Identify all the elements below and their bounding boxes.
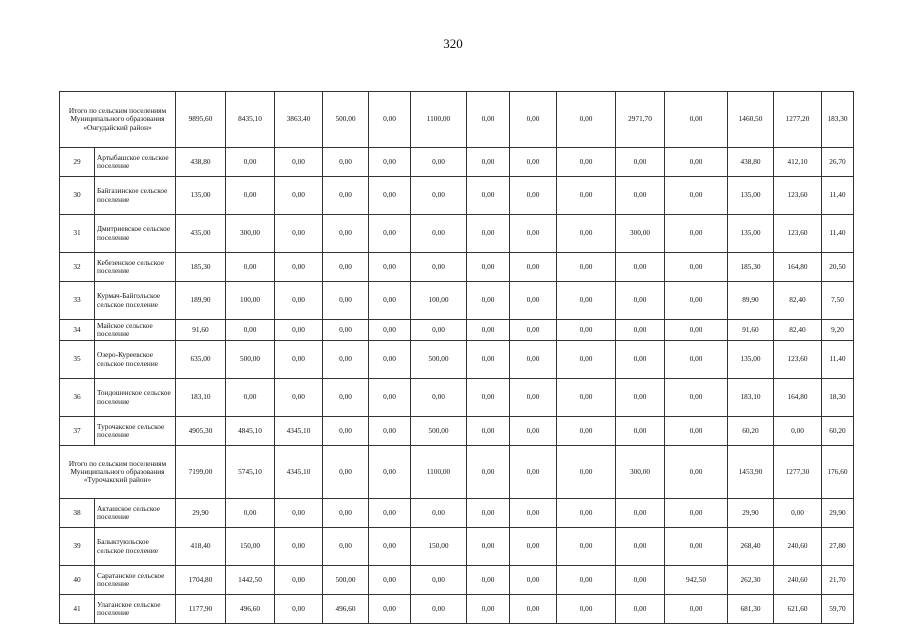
value-cell: 621,60 — [774, 595, 822, 624]
settlement-name: Озеро-Куреевское сельское поселение — [95, 341, 176, 379]
value-cell: 0,00 — [275, 341, 323, 379]
value-cell: 240,60 — [774, 528, 822, 566]
total-row — [60, 92, 854, 148]
value-cell: 438,80 — [176, 148, 226, 177]
value-cell: 0,00 — [557, 148, 616, 177]
table-row — [60, 282, 854, 320]
value-cell: 0,00 — [616, 148, 665, 177]
value-cell: 4345,10 — [275, 446, 323, 499]
value-cell: 0,00 — [226, 499, 275, 528]
value-cell: 0,00 — [275, 215, 323, 253]
value-cell: 0,00 — [411, 253, 467, 282]
value-cell: 0,00 — [323, 253, 369, 282]
value-cell: 412,10 — [774, 148, 822, 177]
value-cell: 942,50 — [665, 566, 728, 595]
value-cell: 135,00 — [728, 215, 774, 253]
settlement-name: Байгазинское сельское поселение — [95, 177, 176, 215]
value-cell: 0,00 — [665, 92, 728, 148]
value-cell: 27,80 — [822, 528, 854, 566]
value-cell: 9895,60 — [176, 92, 226, 148]
value-cell: 0,00 — [323, 446, 369, 499]
value-cell: 0,00 — [616, 499, 665, 528]
value-cell: 29,90 — [822, 499, 854, 528]
settlement-name: Улаганское сельское поселение — [95, 595, 176, 624]
value-cell: 0,00 — [616, 341, 665, 379]
value-cell: 123,60 — [774, 215, 822, 253]
value-cell: 4345,10 — [275, 417, 323, 446]
value-cell: 0,00 — [557, 320, 616, 341]
settlement-name: Турочакское сельское поселение — [95, 417, 176, 446]
value-cell: 0,00 — [774, 417, 822, 446]
value-cell: 1177,90 — [176, 595, 226, 624]
value-cell: 0,00 — [510, 215, 557, 253]
value-cell: 0,00 — [275, 320, 323, 341]
value-cell: 0,00 — [369, 253, 411, 282]
value-cell: 0,00 — [369, 148, 411, 177]
value-cell: 0,00 — [510, 92, 557, 148]
value-cell: 0,00 — [226, 148, 275, 177]
value-cell: 0,00 — [510, 148, 557, 177]
value-cell: 0,00 — [665, 320, 728, 341]
value-cell: 8435,10 — [226, 92, 275, 148]
value-cell: 135,00 — [728, 341, 774, 379]
value-cell: 0,00 — [467, 148, 510, 177]
value-cell: 0,00 — [369, 499, 411, 528]
value-cell: 0,00 — [467, 253, 510, 282]
value-cell: 0,00 — [275, 177, 323, 215]
value-cell: 0,00 — [665, 341, 728, 379]
value-cell: 300,00 — [226, 215, 275, 253]
value-cell: 1277,30 — [774, 446, 822, 499]
settlement-name: Саратанское сельское поселение — [95, 566, 176, 595]
value-cell: 185,30 — [728, 253, 774, 282]
value-cell: 0,00 — [369, 566, 411, 595]
value-cell: 9,20 — [822, 320, 854, 341]
value-cell: 0,00 — [557, 177, 616, 215]
value-cell: 4905,30 — [176, 417, 226, 446]
row-number: 30 — [60, 177, 95, 215]
row-number: 36 — [60, 379, 95, 417]
settlement-name: Кебезенское сельское поселение — [95, 253, 176, 282]
value-cell: 82,40 — [774, 282, 822, 320]
value-cell: 635,00 — [176, 341, 226, 379]
table-row — [60, 499, 854, 528]
value-cell: 0,00 — [411, 566, 467, 595]
value-cell: 500,00 — [411, 341, 467, 379]
value-cell: 0,00 — [467, 446, 510, 499]
value-cell: 0,00 — [275, 379, 323, 417]
table-row — [60, 320, 854, 341]
value-cell: 0,00 — [557, 595, 616, 624]
value-cell: 0,00 — [275, 499, 323, 528]
value-cell: 7199,00 — [176, 446, 226, 499]
value-cell: 0,00 — [369, 595, 411, 624]
value-cell: 0,00 — [369, 341, 411, 379]
value-cell: 0,00 — [665, 177, 728, 215]
value-cell: 0,00 — [665, 148, 728, 177]
value-cell: 0,00 — [467, 341, 510, 379]
value-cell: 0,00 — [369, 215, 411, 253]
value-cell: 0,00 — [557, 282, 616, 320]
value-cell: 0,00 — [616, 282, 665, 320]
value-cell: 0,00 — [323, 379, 369, 417]
value-cell: 0,00 — [616, 320, 665, 341]
value-cell: 0,00 — [510, 446, 557, 499]
value-cell: 0,00 — [369, 177, 411, 215]
value-cell: 0,00 — [411, 148, 467, 177]
value-cell: 0,00 — [510, 282, 557, 320]
value-cell: 29,90 — [728, 499, 774, 528]
value-cell: 0,00 — [616, 566, 665, 595]
settlement-name: Дмитриевское сельское поселение — [95, 215, 176, 253]
value-cell: 0,00 — [369, 446, 411, 499]
value-cell: 21,70 — [822, 566, 854, 595]
value-cell: 100,00 — [226, 282, 275, 320]
value-cell: 0,00 — [467, 177, 510, 215]
value-cell: 3863,40 — [275, 92, 323, 148]
value-cell: 123,60 — [774, 177, 822, 215]
value-cell: 0,00 — [510, 528, 557, 566]
value-cell: 60,20 — [728, 417, 774, 446]
value-cell: 0,00 — [616, 177, 665, 215]
value-cell: 0,00 — [467, 528, 510, 566]
budget-table — [59, 91, 854, 624]
value-cell: 0,00 — [467, 595, 510, 624]
value-cell: 240,60 — [774, 566, 822, 595]
row-number: 31 — [60, 215, 95, 253]
value-cell: 438,80 — [728, 148, 774, 177]
value-cell: 0,00 — [369, 92, 411, 148]
value-cell: 150,00 — [226, 528, 275, 566]
value-cell: 0,00 — [665, 215, 728, 253]
value-cell: 0,00 — [323, 177, 369, 215]
total-row — [60, 446, 854, 499]
value-cell: 0,00 — [510, 499, 557, 528]
value-cell: 0,00 — [510, 595, 557, 624]
value-cell: 0,00 — [467, 379, 510, 417]
value-cell: 0,00 — [557, 253, 616, 282]
value-cell: 189,90 — [176, 282, 226, 320]
value-cell: 150,00 — [411, 528, 467, 566]
value-cell: 0,00 — [557, 92, 616, 148]
settlement-name: Акташское сельское поселение — [95, 499, 176, 528]
value-cell: 29,90 — [176, 499, 226, 528]
value-cell: 0,00 — [411, 379, 467, 417]
value-cell: 0,00 — [411, 320, 467, 341]
value-cell: 59,70 — [822, 595, 854, 624]
value-cell: 0,00 — [275, 253, 323, 282]
value-cell: 300,00 — [616, 446, 665, 499]
value-cell: 0,00 — [323, 528, 369, 566]
value-cell: 11,40 — [822, 341, 854, 379]
page-number: 320 — [443, 36, 463, 51]
value-cell: 20,50 — [822, 253, 854, 282]
table-row — [60, 148, 854, 177]
value-cell: 500,00 — [323, 92, 369, 148]
settlement-name: Курмач-Байгольское сельское поселение — [95, 282, 176, 320]
value-cell: 0,00 — [616, 253, 665, 282]
value-cell: 0,00 — [275, 148, 323, 177]
value-cell: 7,50 — [822, 282, 854, 320]
value-cell: 0,00 — [275, 566, 323, 595]
value-cell: 1453,90 — [728, 446, 774, 499]
value-cell: 0,00 — [411, 499, 467, 528]
value-cell: 0,00 — [557, 499, 616, 528]
value-cell: 123,60 — [774, 341, 822, 379]
total-label: Итого по сельским поселениям Муниципального образования «Онгудайский район» — [60, 92, 176, 148]
value-cell: 0,00 — [665, 595, 728, 624]
value-cell: 0,00 — [616, 379, 665, 417]
value-cell: 496,60 — [226, 595, 275, 624]
value-cell: 183,10 — [176, 379, 226, 417]
value-cell: 0,00 — [774, 499, 822, 528]
value-cell: 0,00 — [369, 320, 411, 341]
value-cell: 0,00 — [323, 320, 369, 341]
value-cell: 0,00 — [411, 177, 467, 215]
row-number: 40 — [60, 566, 95, 595]
value-cell: 0,00 — [665, 417, 728, 446]
value-cell: 0,00 — [616, 528, 665, 566]
value-cell: 91,60 — [176, 320, 226, 341]
value-cell: 0,00 — [323, 148, 369, 177]
value-cell: 0,00 — [369, 379, 411, 417]
value-cell: 0,00 — [369, 528, 411, 566]
value-cell: 11,40 — [822, 177, 854, 215]
value-cell: 0,00 — [665, 253, 728, 282]
value-cell: 1442,50 — [226, 566, 275, 595]
row-number: 41 — [60, 595, 95, 624]
value-cell: 0,00 — [323, 215, 369, 253]
value-cell: 135,00 — [728, 177, 774, 215]
table-row — [60, 566, 854, 595]
value-cell: 2971,70 — [616, 92, 665, 148]
value-cell: 0,00 — [226, 379, 275, 417]
value-cell: 0,00 — [557, 528, 616, 566]
value-cell: 100,00 — [411, 282, 467, 320]
value-cell: 0,00 — [510, 253, 557, 282]
row-number: 37 — [60, 417, 95, 446]
value-cell: 418,40 — [176, 528, 226, 566]
value-cell: 300,00 — [616, 215, 665, 253]
value-cell: 435,00 — [176, 215, 226, 253]
row-number: 35 — [60, 341, 95, 379]
value-cell: 0,00 — [510, 379, 557, 417]
value-cell: 0,00 — [467, 92, 510, 148]
value-cell: 0,00 — [665, 379, 728, 417]
value-cell: 0,00 — [665, 499, 728, 528]
value-cell: 0,00 — [323, 282, 369, 320]
value-cell: 0,00 — [557, 341, 616, 379]
value-cell: 0,00 — [467, 499, 510, 528]
value-cell: 1704,80 — [176, 566, 226, 595]
table-row — [60, 595, 854, 624]
total-label: Итого по сельским поселениям Муниципального образования «Турочакский район» — [60, 446, 176, 499]
value-cell: 5745,10 — [226, 446, 275, 499]
value-cell: 176,60 — [822, 446, 854, 499]
value-cell: 0,00 — [616, 595, 665, 624]
row-number: 39 — [60, 528, 95, 566]
value-cell: 0,00 — [467, 566, 510, 595]
table-body — [60, 92, 854, 624]
table-row — [60, 177, 854, 215]
value-cell: 1100,00 — [411, 446, 467, 499]
row-number: 29 — [60, 148, 95, 177]
value-cell: 82,40 — [774, 320, 822, 341]
value-cell: 0,00 — [510, 320, 557, 341]
value-cell: 164,80 — [774, 253, 822, 282]
value-cell: 0,00 — [226, 253, 275, 282]
value-cell: 135,00 — [176, 177, 226, 215]
value-cell: 0,00 — [323, 499, 369, 528]
value-cell: 1277,20 — [774, 92, 822, 148]
value-cell: 0,00 — [467, 215, 510, 253]
table-row — [60, 528, 854, 566]
value-cell: 0,00 — [665, 282, 728, 320]
value-cell: 0,00 — [369, 417, 411, 446]
table-row — [60, 215, 854, 253]
value-cell: 0,00 — [665, 528, 728, 566]
value-cell: 0,00 — [275, 595, 323, 624]
value-cell: 183,10 — [728, 379, 774, 417]
value-cell: 0,00 — [665, 446, 728, 499]
value-cell: 1100,00 — [411, 92, 467, 148]
row-number: 38 — [60, 499, 95, 528]
value-cell: 681,30 — [728, 595, 774, 624]
value-cell: 0,00 — [467, 282, 510, 320]
table-row — [60, 417, 854, 446]
value-cell: 500,00 — [411, 417, 467, 446]
value-cell: 0,00 — [226, 177, 275, 215]
value-cell: 496,60 — [323, 595, 369, 624]
value-cell: 89,90 — [728, 282, 774, 320]
value-cell: 0,00 — [557, 446, 616, 499]
value-cell: 0,00 — [275, 528, 323, 566]
value-cell: 0,00 — [323, 341, 369, 379]
value-cell: 1460,50 — [728, 92, 774, 148]
value-cell: 164,80 — [774, 379, 822, 417]
value-cell: 185,30 — [176, 253, 226, 282]
value-cell: 0,00 — [510, 417, 557, 446]
value-cell: 262,30 — [728, 566, 774, 595]
value-cell: 0,00 — [510, 566, 557, 595]
value-cell: 183,30 — [822, 92, 854, 148]
row-number: 32 — [60, 253, 95, 282]
value-cell: 0,00 — [323, 417, 369, 446]
value-cell: 0,00 — [557, 379, 616, 417]
value-cell: 268,40 — [728, 528, 774, 566]
value-cell: 0,00 — [467, 320, 510, 341]
value-cell: 0,00 — [411, 595, 467, 624]
settlement-name: Тондошенское сельское поселение — [95, 379, 176, 417]
value-cell: 0,00 — [411, 215, 467, 253]
value-cell: 0,00 — [275, 282, 323, 320]
value-cell: 0,00 — [557, 215, 616, 253]
value-cell: 0,00 — [557, 566, 616, 595]
value-cell: 0,00 — [510, 341, 557, 379]
table-row — [60, 379, 854, 417]
table-row — [60, 253, 854, 282]
value-cell: 0,00 — [557, 417, 616, 446]
value-cell: 500,00 — [323, 566, 369, 595]
settlement-name: Артыбашское сельское поселение — [95, 148, 176, 177]
value-cell: 0,00 — [226, 320, 275, 341]
settlement-name: Майское сельское поселение — [95, 320, 176, 341]
row-number: 33 — [60, 282, 95, 320]
value-cell: 60,20 — [822, 417, 854, 446]
value-cell: 11,40 — [822, 215, 854, 253]
value-cell: 0,00 — [510, 177, 557, 215]
value-cell: 18,30 — [822, 379, 854, 417]
value-cell: 0,00 — [467, 417, 510, 446]
row-number: 34 — [60, 320, 95, 341]
value-cell: 500,00 — [226, 341, 275, 379]
value-cell: 4845,10 — [226, 417, 275, 446]
value-cell: 26,70 — [822, 148, 854, 177]
settlement-name: Балыктуюльское сельское поселение — [95, 528, 176, 566]
value-cell: 91,60 — [728, 320, 774, 341]
value-cell: 0,00 — [369, 282, 411, 320]
table-row — [60, 341, 854, 379]
value-cell: 0,00 — [616, 417, 665, 446]
